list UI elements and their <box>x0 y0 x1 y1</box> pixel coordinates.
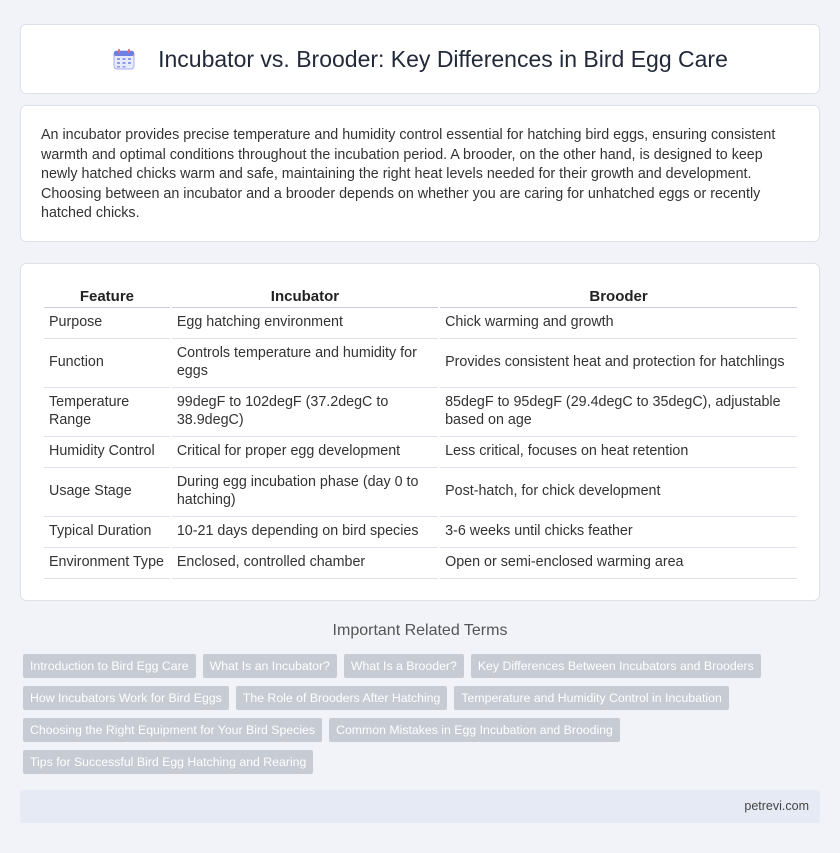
header-incubator: Incubator <box>172 284 438 308</box>
feature-cell: Environment Type <box>44 548 170 579</box>
brooder-cell: Post-hatch, for chick development <box>440 468 797 517</box>
feature-cell: Temperature Range <box>44 388 170 437</box>
feature-cell: Typical Duration <box>44 517 170 548</box>
tag-link[interactable]: What Is a Brooder? <box>344 654 464 678</box>
feature-cell: Usage Stage <box>44 468 170 517</box>
incubator-cell: Egg hatching environment <box>172 308 438 339</box>
incubator-cell: 10-21 days depending on bird species <box>172 517 438 548</box>
incubator-cell: Critical for proper egg development <box>172 437 438 468</box>
tag-row <box>23 718 823 742</box>
tag-link[interactable]: Common Mistakes in Egg Incubation and Brooding <box>329 718 620 742</box>
tag-link[interactable]: The Role of Brooders After Hatching <box>236 686 448 710</box>
related-terms-title: Important Related Terms <box>332 622 508 639</box>
header-feature: Feature <box>44 284 170 308</box>
feature-cell: Humidity Control <box>44 437 170 468</box>
incubator-cell: During egg incubation phase (day 0 to hatching) <box>172 468 438 517</box>
page-title: Incubator vs. Brooder: Key Differences in Bird Egg Care <box>158 45 728 72</box>
brooder-cell: 3-6 weeks until chicks feather <box>440 517 797 548</box>
incubator-cell: Controls temperature and humidity for eggs <box>172 339 438 388</box>
related-terms-tags <box>23 654 823 782</box>
feature-cell: Purpose <box>44 308 170 339</box>
tag-row <box>23 750 823 774</box>
tag-row <box>23 686 823 710</box>
brooder-cell: Less critical, focuses on heat retention <box>440 437 797 468</box>
tag-link[interactable]: How Incubators Work for Bird Eggs <box>23 686 229 710</box>
brooder-cell: Provides consistent heat and protection for hatchlings <box>440 339 797 388</box>
incubator-cell: Enclosed, controlled chamber <box>172 548 438 579</box>
table-row <box>44 517 797 548</box>
feature-cell: Function <box>44 339 170 388</box>
intro-text: An incubator provides precise temperature and humidity control essential for hatching bird eggs, ensuring consistent warmth and optimal conditions throughout the incubation period. A brooder, on the other hand, is designed to keep newly hatched chicks warm and safe, maintaining the right heat levels needed for their growth and development. Choosing between an incubator and a brooder depends on whether you are caring for unhatched eggs or recently hatched chicks. <box>41 127 776 222</box>
table-header-row <box>44 284 797 308</box>
tag-link[interactable]: Key Differences Between Incubators and Brooders <box>471 654 761 678</box>
table-row <box>44 339 797 388</box>
comparison-table <box>42 284 799 579</box>
footer <box>20 790 820 823</box>
table-row <box>44 548 797 579</box>
incubator-cell: 99degF to 102degF (37.2degC to 38.9degC) <box>172 388 438 437</box>
brooder-cell: Open or semi-enclosed warming area <box>440 548 797 579</box>
footer-site-link[interactable]: petrevi.com <box>744 799 809 813</box>
tag-link[interactable]: Introduction to Bird Egg Care <box>23 654 196 678</box>
tag-link[interactable]: Tips for Successful Bird Egg Hatching and Rearing <box>23 750 313 774</box>
comparison-table-card <box>20 263 820 601</box>
table-row <box>44 308 797 339</box>
table-row <box>44 388 797 437</box>
table-row <box>44 468 797 517</box>
title-card <box>20 24 820 94</box>
intro-card <box>20 105 820 242</box>
table-row <box>44 437 797 468</box>
calendar-icon <box>112 47 136 71</box>
tag-link[interactable]: Choosing the Right Equipment for Your Bird Species <box>23 718 322 742</box>
tag-row <box>23 654 823 678</box>
header-brooder: Brooder <box>440 284 797 308</box>
brooder-cell: 85degF to 95degF (29.4degC to 35degC), adjustable based on age <box>440 388 797 437</box>
brooder-cell: Chick warming and growth <box>440 308 797 339</box>
tag-link[interactable]: Temperature and Humidity Control in Incubation <box>454 686 728 710</box>
tag-link[interactable]: What Is an Incubator? <box>203 654 337 678</box>
